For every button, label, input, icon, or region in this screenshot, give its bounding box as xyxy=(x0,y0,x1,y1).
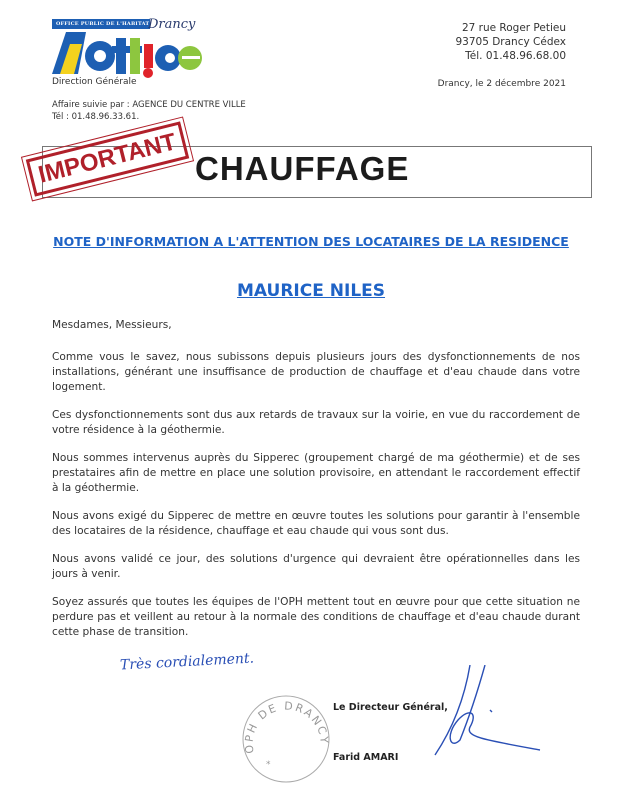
seal-star-icon: * xyxy=(266,760,271,770)
body-paragraph: Nous avons exigé du Sipperec de mettre en œuvre toutes les solutions pour garantir à l'ensemble des locataires de la résidence, chauffage et eau chaude qui vous sont dus. xyxy=(52,510,580,537)
signer-title: Le Directeur Général, xyxy=(333,702,448,713)
handled-by-agency: Affaire suivie par : AGENCE DU CENTRE VILLE xyxy=(52,100,246,110)
date-line: Drancy, le 2 décembre 2021 xyxy=(437,79,566,89)
signer-name: Farid AMARI xyxy=(333,752,399,763)
logo-band-text: OFFICE PUBLIC DE L'HABITAT xyxy=(56,21,150,27)
seal-text: OPH DE DRANCY xyxy=(242,699,331,755)
address-line: 93705 Drancy Cédex xyxy=(455,36,566,48)
body-paragraph: Nous sommes intervenus auprès du Sipperec (groupement chargé de ma géothermie) et de ses prestataires afin de mettre en place une solution provisoire, en attendant le raccordement effectif à la géothermie. xyxy=(52,452,580,494)
page-title: CHAUFFAGE xyxy=(195,150,410,187)
official-seal xyxy=(240,693,332,785)
body-paragraph: Ces dysfonctionnements sont dus aux retards de travaux sur la voirie, en vue du raccordement de votre résidence à la géothermie. xyxy=(52,409,580,436)
department: Direction Générale xyxy=(52,77,137,87)
handwritten-closing: Très cordialement. xyxy=(119,650,255,674)
sender-address xyxy=(455,21,566,63)
address-line: 27 rue Roger Petieu xyxy=(461,22,566,34)
residence-name: MAURICE NILES xyxy=(236,281,386,301)
handled-by-phone: Tél : 01.48.96.33.61. xyxy=(52,112,140,122)
address-line: Tél. 01.48.96.68.00 xyxy=(465,50,566,62)
handwritten-signature xyxy=(430,665,580,765)
handled-by xyxy=(52,99,246,123)
office-logo-graphic xyxy=(52,30,202,78)
logo-band xyxy=(52,19,150,29)
note-subtitle: NOTE D'INFORMATION A L'ATTENTION DES LOCATAIRES DE LA RESIDENCE xyxy=(53,234,569,249)
stamp-text: IMPORTANT xyxy=(35,128,179,189)
body-paragraph: Comme vous le savez, nous subissons depuis plusieurs jours des dysfonctionnements de nos installations, générant une insuffisance de production de chauffage et d'eau chaude dans votre logement. xyxy=(52,351,580,393)
logo-city: Drancy xyxy=(148,17,196,32)
letter-body xyxy=(52,318,580,653)
greeting: Mesdames, Messieurs, xyxy=(52,319,172,331)
body-paragraph: Soyez assurés que toutes les équipes de l'OPH mettent tout en œuvre pour que cette situation ne perdure pas et veillent au retour à la normale des conditions de chauffage et d'eau chaude durant cette phase de transition. xyxy=(52,596,580,638)
body-paragraph: Nous avons validé ce jour, des solutions d'urgence qui devraient être opérationnelles dans les jours à venir. xyxy=(52,553,580,580)
